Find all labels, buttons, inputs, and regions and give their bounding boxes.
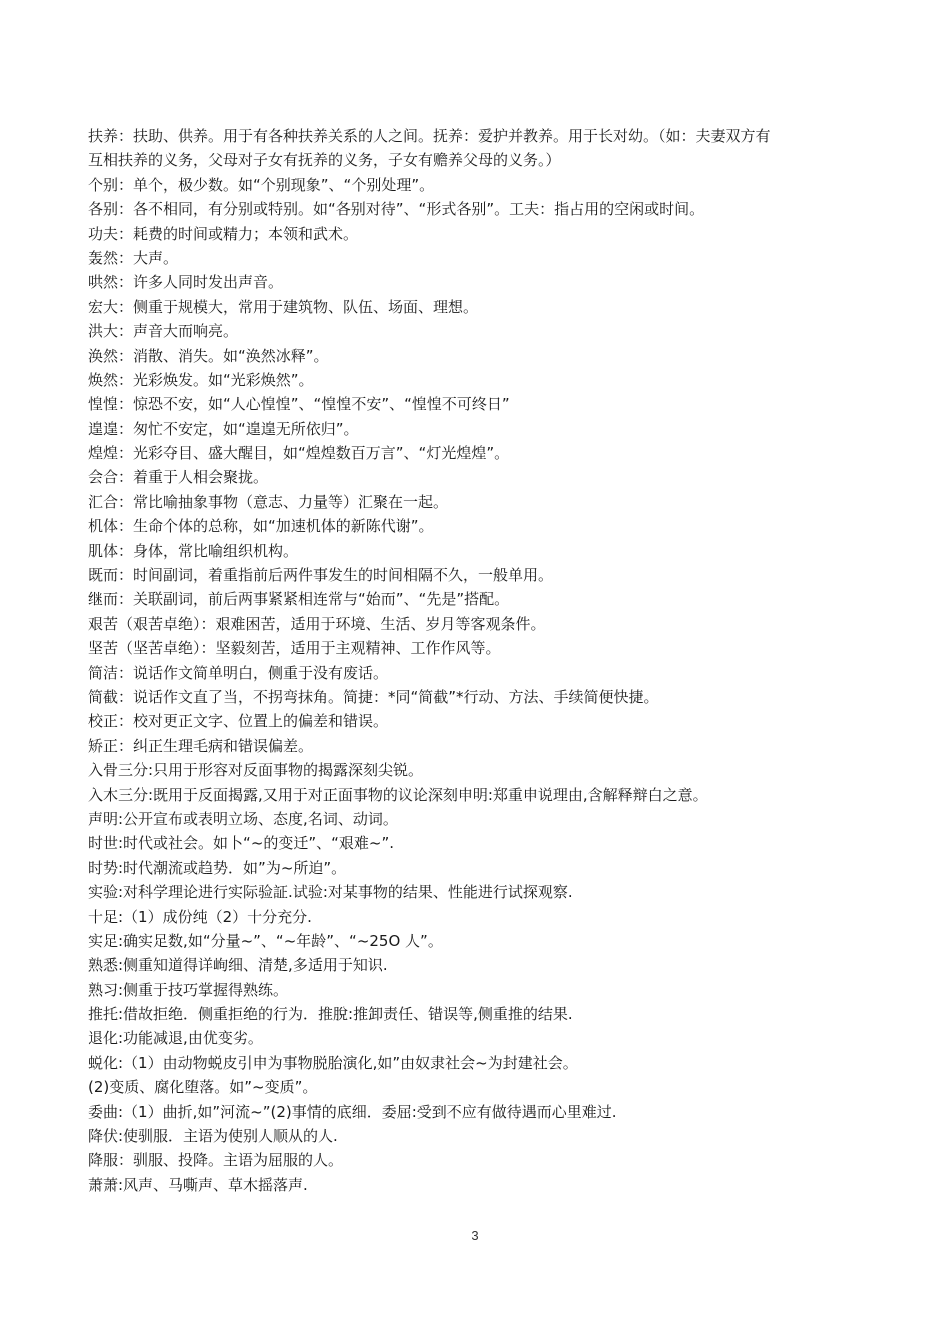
text-line: 既而：时间副词，着重指前后两件事发生的时间相隔不久，一般单用。 bbox=[88, 566, 554, 585]
page-number: 3 bbox=[471, 1228, 479, 1243]
text-line: 简截：说话作文直了当，不拐弯抹角。简捷：*同“简截”*行动、方法、手续简便快捷。 bbox=[88, 687, 659, 706]
text-line: 声明:公开宣布或表明立场、态度,名词、动词。 bbox=[88, 809, 398, 828]
text-line: 继而：关联副词，前后两事紧紧相连常与“始而”、“先是”搭配。 bbox=[88, 590, 510, 609]
text-line: 委曲:（1）曲折,如”河流~”(2)事情的底细．委屈:受到不应有做待遇而心里难过. bbox=[88, 1102, 617, 1121]
text-line: 惶惶：惊恐不安，如“人心惶惶”、“惶惶不安”、“惶惶不可终日” bbox=[88, 395, 510, 414]
text-line: 熟悉:侧重知道得详峋细、清楚,多适用于知识. bbox=[88, 956, 388, 975]
document-body bbox=[88, 124, 868, 1197]
text-line: 降服：驯服、投降。主语为屈服的人。 bbox=[88, 1151, 344, 1170]
text-line: 退化:功能减退,由优变劣。 bbox=[88, 1029, 263, 1048]
text-line: 时势:时代潮流或趋势．如”为~所迫”。 bbox=[88, 858, 347, 877]
text-line: 萧萧:风声、马嘶声、草木摇落声. bbox=[88, 1175, 308, 1194]
text-line: 艰苦（艰苦卓绝）：艰难困苦，适用于环境、生活、岁月等客观条件。 bbox=[88, 614, 546, 633]
text-line: 肌体：身体，常比喻组织机构。 bbox=[88, 541, 299, 560]
text-line: 涣然：消散、消失。如“涣然冰释”。 bbox=[88, 346, 329, 365]
text-line: 入木三分:既用于反面揭露,又用于对正面事物的议论深刻申明:郑重申说理由,含解释辩白之意。 bbox=[88, 785, 708, 804]
text-line: 坚苦（坚苦卓绝）：坚毅刻苦，适用于主观精神、工作作风等。 bbox=[88, 639, 501, 658]
text-line: 校正：校对更正文字、位置上的偏差和错误。 bbox=[88, 712, 389, 731]
text-line: 机体：生命个体的总称，如“加速机体的新陈代谢”。 bbox=[88, 517, 434, 536]
text-line: 互相扶养的义务，父母对子女有抚养的义务，子女有赡养父母的义务。） bbox=[88, 151, 561, 170]
text-line: 煌煌：光彩夺目、盛大醒目，如“煌煌数百万言”、“灯光煌煌”。 bbox=[88, 444, 510, 463]
text-line: 蜕化:（1）由动物蜕皮引申为事物脱胎演化,如”由奴隶社会~为封建社会。 bbox=[88, 1053, 578, 1072]
text-line: (2)变质、腐化堕落。如”~变质”。 bbox=[88, 1078, 318, 1097]
text-line: 会合：着重于人相会聚拢。 bbox=[88, 468, 269, 487]
text-line: 十足:（1）成份纯（2）十分充分. bbox=[88, 907, 312, 926]
text-line: 熟习:侧重于技巧掌握得熟练。 bbox=[88, 980, 289, 999]
text-line: 矫正：纠正生理毛病和错误偏差。 bbox=[88, 736, 314, 755]
text-line: 降伏:使驯服．主语为使别人顺从的人. bbox=[88, 1127, 338, 1146]
text-line: 哄然：许多人同时发出声音。 bbox=[88, 273, 284, 292]
text-line: 轰然：大声。 bbox=[88, 248, 179, 267]
text-line: 入骨三分:只用于形容对反面事物的揭露深刻尖锐。 bbox=[88, 761, 424, 780]
text-line: 遑遑：匆忙不安定，如“遑遑无所依归”。 bbox=[88, 419, 359, 438]
text-line: 洪大：声音大而响亮。 bbox=[88, 322, 239, 341]
text-line: 时世:时代或社会。如卜“~的变迁”、“艰难~”. bbox=[88, 834, 395, 853]
text-line: 个别：单个，极少数。如“个别现象”、“个别处理”。 bbox=[88, 175, 435, 194]
text-line: 简洁：说话作文简单明白，侧重于没有废话。 bbox=[88, 663, 389, 682]
text-line: 实足:确实足数,如“分量~”、“~年龄”、“~25O 人”。 bbox=[88, 931, 443, 950]
text-line: 各别：各不相同，有分别或特别。如“各别对待”、“形式各别”。工夫：指占用的空闲或时间。 bbox=[88, 200, 705, 219]
text-line: 焕然：光彩焕发。如“光彩焕然”。 bbox=[88, 370, 314, 389]
text-line: 推托:借故拒绝．侧重拒绝的行为．推脫:推卸责任、错误等,侧重推的结果. bbox=[88, 1005, 573, 1024]
text-line: 扶养：扶助、供养。用于有各种扶养关系的人之间。抚养：爱护并教养。用于长对幼。（如：夫妻双方有 bbox=[88, 127, 771, 145]
text-line: 汇合：常比喻抽象事物（意志、力量等）汇聚在一起。 bbox=[88, 492, 449, 511]
text-line: 功夫：耗费的时间或精力；本领和武术。 bbox=[88, 224, 359, 243]
text-line: 宏大：侧重于规模大，常用于建筑物、队伍、场面、理想。 bbox=[88, 297, 479, 316]
text-line: 实验:对科学理论进行实际验証.试验:对某事物的结果、性能进行试探观察. bbox=[88, 883, 573, 902]
